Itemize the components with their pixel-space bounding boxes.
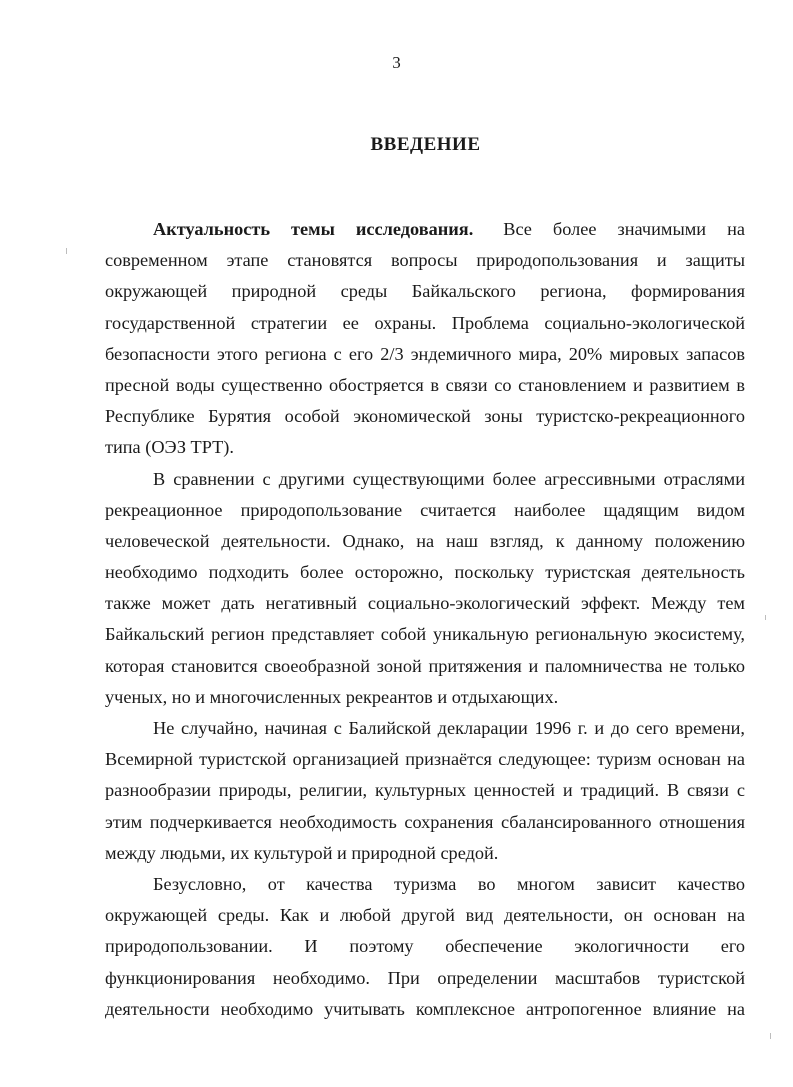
paragraph-line: Не случайно, начиная с Балийской декларации 1996 г. и до сего времени, — [153, 718, 745, 738]
paragraph-line: типа (ОЭЗ ТРТ). — [105, 437, 234, 458]
paragraph-line: Республике Бурятия особой экономической зоны туристско-рекреационного — [105, 406, 745, 427]
paragraph-line: современном этапе становятся вопросы природопользования и защиты — [105, 250, 745, 271]
paragraph-line: функционирования необходимо. При определении масштабов туристской — [105, 967, 745, 988]
paragraph-line: пресной воды существенно обостряется в связи со становлением и развитием в — [105, 374, 745, 395]
paragraph-line: В сравнении с другими существующими более агрессивными отраслями — [153, 468, 745, 489]
paragraph-line: этим подчеркивается необходимость сохранения сбалансированного отношения — [105, 811, 745, 832]
body-text — [105, 214, 745, 1025]
scan-mark — [66, 248, 67, 254]
paragraph-line: окружающей среды. Как и любой другой вид деятельности, он основан на — [105, 905, 745, 926]
scan-mark — [765, 615, 766, 620]
paragraph-line: безопасности этого региона с его 2/3 эндемичного мира, 20% мировых запасов — [105, 343, 745, 364]
paragraph-lead: Актуальность темы исследования. — [153, 219, 474, 239]
paragraph-line: человеческой деятельности. Однако, на наш взгляд, к данному положению — [105, 530, 745, 551]
page-number: 3 — [392, 53, 401, 72]
paragraph-line: Всемирной туристской организацией признаётся следующее: туризм основан на — [105, 749, 745, 770]
paragraph-line: Безусловно, от качества туризма во многом зависит качество — [153, 873, 745, 894]
paragraph-line: Байкальский регион представляет собой уникальную региональную экосистему, — [105, 624, 745, 645]
section-heading: ВВЕДЕНИЕ — [370, 134, 481, 155]
paragraph-line: также может дать негативный социально-экологический эффект. Между тем — [105, 593, 745, 614]
paragraph-line: необходимо подходить более осторожно, поскольку туристская деятельность — [105, 562, 745, 583]
paragraph-line: деятельности необходимо учитывать комплексное антропогенное влияние на — [105, 998, 745, 1019]
paragraph-line: которая становится своеобразной зоной притяжения и паломничества не только — [105, 655, 745, 676]
paragraph-line: ученых, но и многочисленных рекреантов и отдыхающих. — [105, 686, 559, 707]
paragraph-line: природопользовании. И поэтому обеспечение экологичности его — [105, 936, 745, 957]
paragraph-line: государственной стратегии ее охраны. Проблема социально-экологической — [105, 312, 745, 333]
paragraph-line: Актуальность темы исследования. Все более значимыми на — [153, 219, 745, 239]
paragraph-line: рекреационное природопользование считается наиболее щадящим видом — [105, 499, 745, 520]
paragraph-line: между людьми, их культурой и природной средой. — [105, 842, 499, 863]
paragraph-line: окружающей природной среды Байкальского региона, формирования — [105, 281, 745, 302]
paragraph-line: разнообразии природы, религии, культурных ценностей и традиций. В связи с — [105, 780, 745, 801]
scan-mark — [770, 1033, 771, 1039]
